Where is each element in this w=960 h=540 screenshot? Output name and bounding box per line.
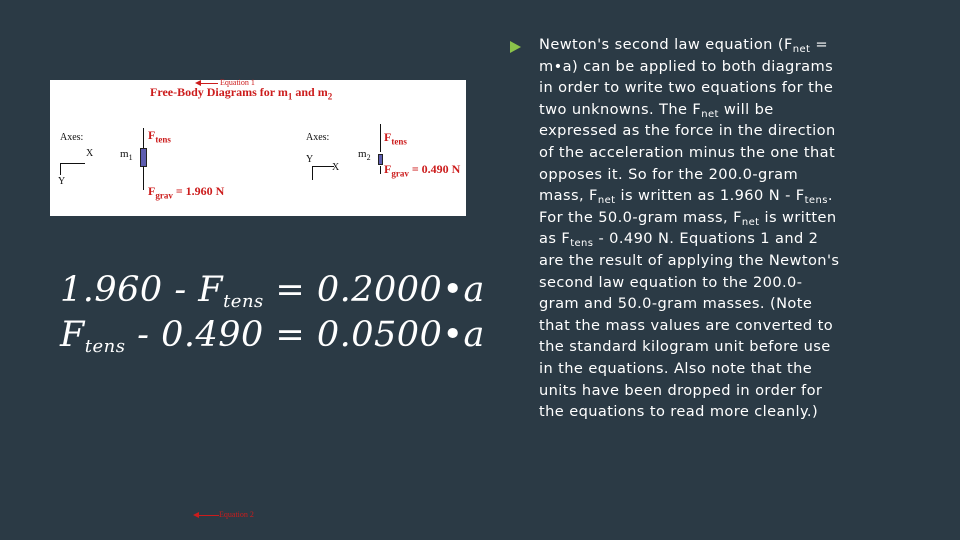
right-axes-label: Axes: [306, 132, 330, 143]
equation-2-label: Equation 2 [219, 510, 254, 519]
explanation-text: Newton's second law equation ($F_{net}$ = m•a) can be applied to both diagrams in order to write two equations for the two unknowns. The $F_{net}$ will be expressed as the force in the direction of the acceleration minus the one that opposes it. So for the 200.0-gram mass, $F_{net}$ is written as 1.960 N - $F_{tens}$. For the 50.0-gram mass, $F_{net}$ is written as $F_{tens} - 0.490$ N. Equations 1 and 2 are the result of applying the Newton's second law equation to the 200.0-gram and 50.0-gram masses. (Note that the mass values are converted to the standard kilogram unit before use in the equations. Also note that the units have been dropped in order for the equations to read more cleanly.) [539, 36, 840, 421]
right-gravity-vector [380, 166, 381, 174]
right-mass-label: $m_2$ [358, 148, 371, 163]
right-ftens-label: $F_{tens}$ [384, 130, 407, 147]
equation-1: $1.960 - F_{tens}$ = 0.2000•a [60, 270, 485, 312]
right-tension-vector [380, 124, 381, 152]
left-axes-label: Axes: [60, 132, 84, 143]
equation-2-marker [193, 510, 263, 522]
right-fgrav-label: $F_{grav} = 0.490$ N [384, 162, 461, 179]
equation-1-arrow [200, 83, 218, 84]
triangle-bullet-icon [510, 41, 521, 53]
free-body-diagram [50, 80, 466, 216]
left-y-label: Y [58, 176, 66, 187]
left-x-axis [60, 163, 85, 164]
right-x-label: X [332, 162, 340, 173]
left-gravity-vector [143, 166, 144, 190]
equation-2: $F_{tens} - 0.490$ = 0.0500•a [60, 315, 485, 357]
mass-2-block [378, 154, 383, 165]
right-x-axis [312, 166, 334, 167]
left-ftens-label: $F_{tens}$ [148, 128, 171, 145]
equation-2-arrow [199, 515, 219, 516]
left-tension-vector [143, 128, 144, 148]
left-mass-label: $m_1$ [120, 148, 133, 163]
equation-1-label: Equation 1 [220, 78, 255, 87]
right-y-axis [312, 166, 313, 180]
left-y-axis [60, 163, 61, 175]
diagram-title: Free-Body Diagrams for $m_1$ and $m_2$ [150, 85, 333, 102]
explanation-bullet [510, 34, 842, 423]
right-y-label: Y [306, 154, 314, 165]
mass-1-block [140, 148, 147, 167]
left-x-label: X [86, 148, 94, 159]
left-fgrav-label: $F_{grav} = 1.960$ N [148, 184, 225, 201]
